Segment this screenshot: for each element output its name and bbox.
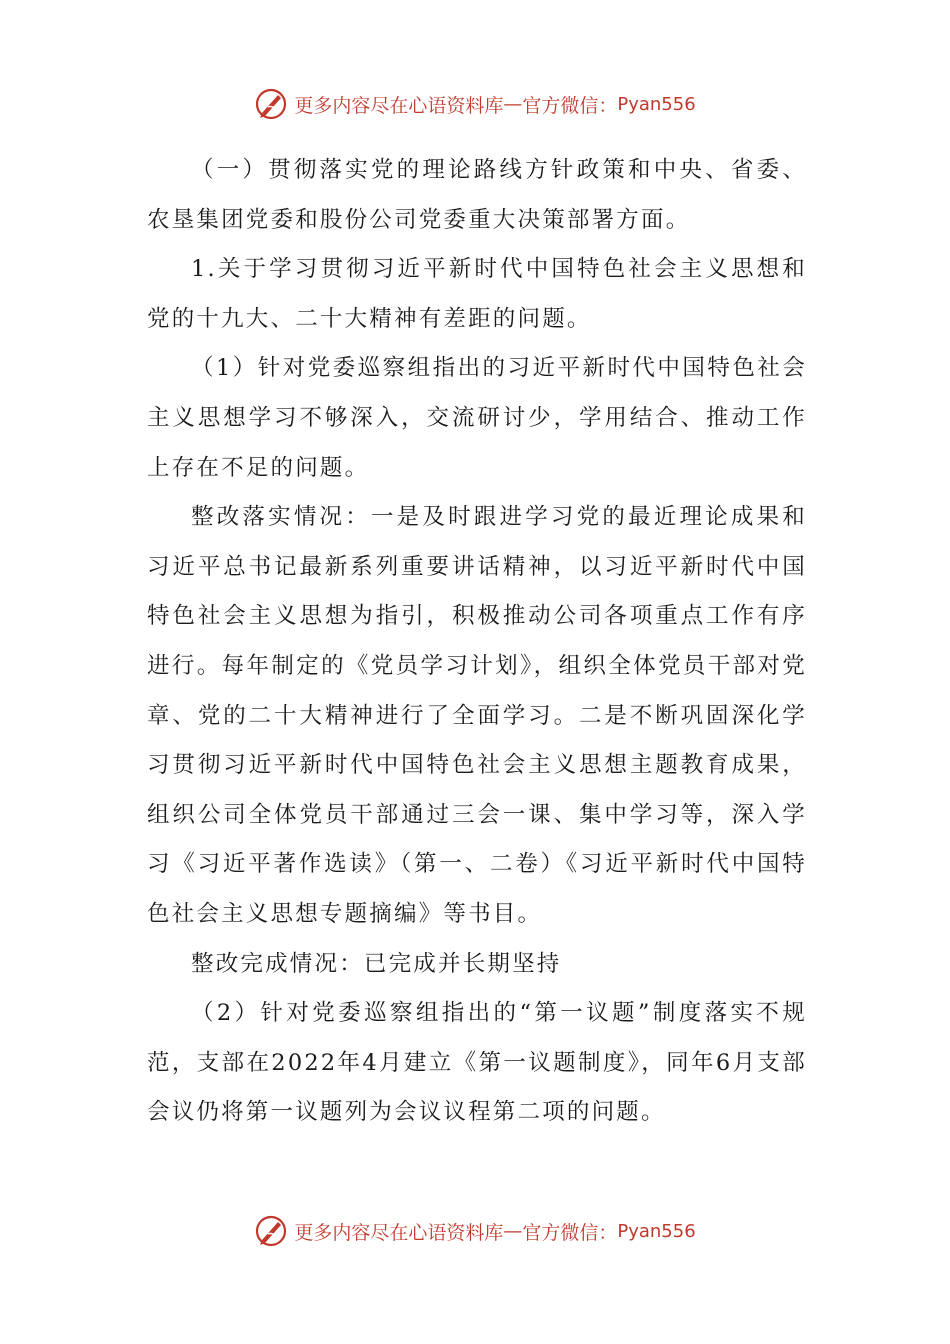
footer-watermark-banner <box>0 1209 950 1253</box>
rectification-implementation: 整改落实情况：一是及时跟进学习党的最近理论成果和习近平总书记最新系列重要讲话精神，以习近平新时代中国特色社会主义思想为指引，积极推动公司各项重点工作有序进行。每年制定的《党员学习计划》，组织全体党员干部对党章、党的二十大精神进行了全面学习。二是不断巩固深化学习贯彻习近平新时代中国特色社会主义思想主题教育成果，组织公司全体党员干部通过三会一课、集中学习等，深入学习《习近平著作选读》（第一、二卷）《习近平新时代中国特色社会主义思想专题摘编》等书目。 <box>147 504 807 927</box>
section-heading: （一）贯彻落实党的理论路线方针政策和中央、省委、农垦集团党委和股份公司党委重大决策部署方面。 <box>147 157 807 233</box>
pen-logo-icon <box>254 1214 288 1248</box>
header-watermark-banner <box>0 82 950 126</box>
banner-wechat-label: 官方微信： <box>522 94 618 117</box>
rectification-completion: 整改完成情况：已完成并长期坚持 <box>191 950 562 977</box>
banner-dash: — <box>503 1220 523 1242</box>
banner-text: 更多内容尽在心语资料库 <box>294 1221 504 1244</box>
issue-item-2: （2）针对党委巡察组指出的“第一议题”制度落实不规范，支部在2022年4月建立《第一议题制度》，同年6月支部会议仍将第一议题列为会议议程第二项的问题。 <box>147 1000 807 1126</box>
banner-wechat-id: Pyan556 <box>617 93 696 115</box>
banner-dash: — <box>503 93 523 115</box>
banner-wechat-id: Pyan556 <box>617 1220 696 1242</box>
banner-text: 更多内容尽在心语资料库 <box>294 94 504 117</box>
pen-logo-icon <box>254 87 288 121</box>
issue-heading: 1.关于学习贯彻习近平新时代中国特色社会主义思想和党的十九大、二十大精神有差距的问题。 <box>147 256 807 332</box>
banner-wechat-label: 官方微信： <box>522 1221 618 1244</box>
document-body <box>147 146 807 1138</box>
issue-item-1: （1）针对党委巡察组指出的习近平新时代中国特色社会主义思想学习不够深入，交流研讨少，学用结合、推动工作上存在不足的问题。 <box>147 355 807 481</box>
